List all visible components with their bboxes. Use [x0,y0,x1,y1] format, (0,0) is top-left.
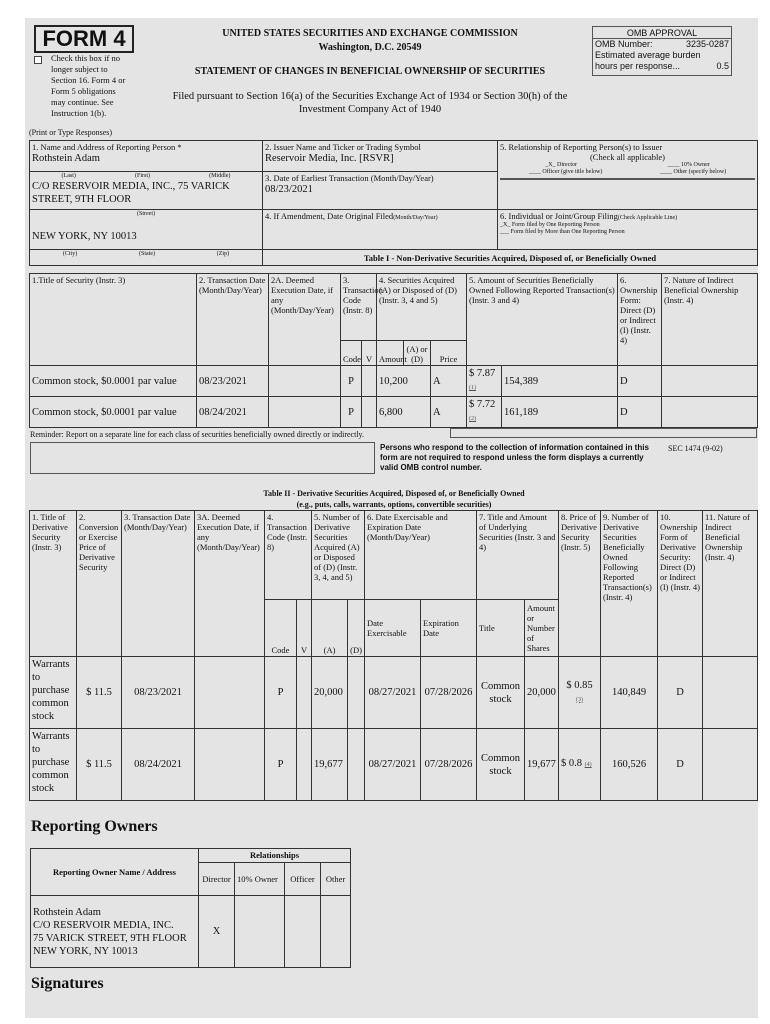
t2-date-exercisable: 08/27/2021 [365,729,421,801]
t2-underlying-amount: 20,000 [525,657,559,729]
t2-v [297,657,312,729]
t2-conversion-price: $ 11.5 [77,657,122,729]
t1-header-form: 6. Ownership Form: Direct (D) or Indirect (I) (Instr. 4) [618,274,662,366]
t2-header-underlying: 7. Title and Amount of Underlying Securities (Instr. 3 and 4) [477,511,559,600]
box2-issuer [263,141,498,172]
table-2-derivative [29,510,758,801]
t2-nature [703,729,758,801]
table-row [30,657,758,729]
sec-code: SEC 1474 (9-02) [668,444,723,453]
t2-underlying-amount: 19,677 [525,729,559,801]
last-label: (Last) [61,173,76,179]
footnote-link[interactable]: (3) [576,696,584,703]
reporting-owners-title: Reporting Owners [31,818,158,835]
t2-security-title: Warrants to purchase common stock [30,657,77,729]
t2-transaction-date: 08/23/2021 [122,657,195,729]
t1-v [362,366,377,397]
t2-sub-title: Title [477,600,525,657]
t1-header-title: 1.Title of Security (Instr. 3) [30,274,197,366]
t1-deemed-date [269,397,341,428]
table1-title: Table I - Non-Derivative Securities Acquired, Disposed of, or Beneficially Owned [263,250,758,266]
t1-header-nature: 7. Nature of Indirect Beneficial Ownership (Instr. 4) [662,274,758,366]
footnote-link[interactable]: (1) [469,385,477,391]
persons-notice: Persons who respond to the collection of information contained in this form are not required to respond unless the form displays a currently valid OMB control number. [380,443,649,472]
zip-label: (Zip) [216,251,230,257]
box3-label: 3. Date of Earliest Transaction (Month/Day/Year) [265,173,434,183]
t2-owned: 160,526 [601,729,658,801]
t2-sub-amount: Amount or Number of Shares [525,600,559,657]
t2-owned: 140,849 [601,657,658,729]
t1-header-owned: 5. Amount of Securities Beneficially Owned Following Reported Transaction(s) (Instr. 3 and 4) [467,274,618,366]
t1-code: P [341,397,362,428]
t2-header-price: 8. Price of Derivative Security (Instr. 5) [559,511,601,657]
t2-price [559,657,601,729]
t2-disposed [348,657,365,729]
city-state-zip: NEW YORK, NY 10013 [32,231,137,242]
col-other: Other [321,863,351,896]
blank-box [30,442,375,474]
footnote-link[interactable]: (2) [469,416,477,422]
reporting-info-table [29,140,758,266]
city-label: (City) [62,251,78,257]
owner-director: X [199,896,235,968]
t1-aord: A [431,366,467,397]
t1-form: D [618,397,662,428]
t1-price-value: $ 7.72 [469,399,496,410]
state-label: (State) [138,251,155,257]
owner-name-header: Reporting Owner Name / Address [31,849,199,896]
t2-underlying-title: Common stock [477,657,525,729]
t2-sub-code: Code [265,600,297,657]
t1-deemed-date [269,366,341,397]
t1-price-value: $ 7.87 [469,368,496,379]
t2-header-code: 4. Transaction Code (Instr. 8) [265,511,312,600]
t2-header-number: 5. Number of Derivative Securities Acquired (A) or Disposed of (D) (Instr. 3, 4, and 5) [312,511,365,600]
table-row [30,366,758,397]
statement-title: STATEMENT OF CHANGES IN BENEFICIAL OWNERSHIP OF SECURITIES [194,66,546,77]
t2-header-deemed: 3A. Deemed Execution Date, if any (Month/Day/Year) [195,511,265,657]
omb-hours: 0.5 [716,61,729,71]
form-title: FORM 4 [34,25,134,53]
omb-burden-label: Estimated average burden [595,50,701,60]
t1-sub-aord: (A) or (D) [404,341,431,366]
box3-date [263,172,498,210]
t1-sub-code: Code [341,341,362,366]
t2-header-title: 1. Title of Derivative Security (Instr. 3) [30,511,77,657]
t2-header-date: 3. Transaction Date (Month/Day/Year) [122,511,195,657]
t2-expiration-date: 07/28/2026 [421,657,477,729]
t1-owned: 161,189 [502,397,618,428]
street-address: C/O RESERVOIR MEDIA, INC., 75 VARICK STREET, 9TH FLOOR [32,181,230,205]
t2-acquired: 20,000 [312,657,348,729]
t1-form: D [618,366,662,397]
t2-sub-v: V [297,600,312,657]
multi-person-check: ___ Form filed by More than One Reporting Person [500,229,625,235]
t2-price-value: $ 0.85 [566,679,593,691]
agency-name: UNITED STATES SECURITIES AND EXCHANGE COMMISSION [222,28,518,39]
box2-label: 2. Issuer Name and Ticker or Trading Symbol [265,142,421,152]
t2-deemed [195,729,265,801]
t2-nature [703,657,758,729]
omb-number-label: OMB Number: [595,39,653,49]
t1-aord: A [431,397,467,428]
box1-city [30,210,263,250]
t1-transaction-date: 08/23/2021 [197,366,269,397]
t2-sub-exercisable: Date Exercisable [365,600,421,657]
col-ten-percent: 10% Owner [235,863,285,896]
t2-sub-a: (A) [312,600,348,657]
t2-price-value: $ 0.8 [561,758,583,769]
t2-header-conversion: 2. Conversion or Exercise Price of Derivative Security [77,511,122,657]
t2-code: P [265,657,297,729]
table2-title: Table II - Derivative Securities Acquired, Disposed of, or Beneficially Owned [263,489,525,498]
reporting-owners-table [30,848,351,968]
t2-header-nature: 11. Nature of Indirect Beneficial Ownership (Instr. 4) [703,511,758,657]
t2-date-exercisable: 08/27/2021 [365,657,421,729]
t1-v [362,397,377,428]
omb-hours-label: hours per response... [595,61,681,71]
t2-header-owned: 9. Number of Derivative Securities Beneficially Owned Following Reported Transaction(s) (Instr. 4) [601,511,658,657]
t1-price [467,366,502,397]
t2-form: D [658,657,703,729]
owner-address: Rothstein Adam C/O RESERVOIR MEDIA, INC. 75 VARICK STREET, 9TH FLOOR NEW YORK, NY 10013 [31,896,199,968]
owner-other [321,896,351,968]
relationships-header: Relationships [199,849,351,863]
table-row [30,397,758,428]
no-longer-subject-checkbox[interactable] [34,56,42,64]
ten-percent-check: ____ 10% Owner [667,162,710,168]
box6-sub: (Check Applicable Line) [617,215,678,221]
t2-expiration-date: 07/28/2026 [421,729,477,801]
box1-name [30,141,263,172]
box6-label: 6. Individual or Joint/Group Filing [500,211,618,221]
t2-price [559,729,601,801]
t2-code: P [265,729,297,801]
t2-underlying-title: Common stock [477,729,525,801]
one-person-check: _X_ Form filed by One Reporting Person [500,222,600,228]
owner-ten-percent [235,896,285,968]
t1-code: P [341,366,362,397]
t1-owned: 154,389 [502,366,618,397]
t2-disposed [348,729,365,801]
t1-amount: 6,800 [377,397,431,428]
box5-label: 5. Relationship of Reporting Person(s) to Issuer [500,142,663,152]
t2-conversion-price: $ 11.5 [77,729,122,801]
director-check: _X_ Director [545,162,578,168]
officer-check: ____ Officer (give title below) [528,169,603,175]
t2-sub-expiration: Expiration Date [421,600,477,657]
table-row [31,896,351,968]
reporting-person-name: Rothstein Adam [32,153,100,164]
omb-number: 3235-0287 [685,39,729,49]
t2-header-form: 10. Ownership Form of Derivative Security: Direct (D) or Indirect (I) (Instr. 4) [658,511,703,657]
t1-security-title: Common stock, $0.0001 par value [30,397,197,428]
earliest-transaction-date: 08/23/2021 [265,184,313,195]
t1-price [467,397,502,428]
owner-officer [285,896,321,968]
table2-subtitle: (e.g., puts, calls, warrants, options, convertible securities) [296,500,492,509]
box5-relationship [498,141,758,210]
t2-security-title: Warrants to purchase common stock [30,729,77,801]
t1-transaction-date: 08/24/2021 [197,397,269,428]
checkbox-label: Check this box if no longer subject to Section 16. Form 4 or Form 5 obligations may continue. See Instruction 1(b). [51,53,126,118]
t1-nature [662,366,758,397]
agency-address: Washington, D.C. 20549 [318,42,422,53]
box4-amendment [263,210,498,250]
t1-security-title: Common stock, $0.0001 par value [30,366,197,397]
print-type: (Print or Type Responses) [29,128,113,137]
t1-header-deemed: 2A. Deemed Execution Date, if any (Month/Day/Year) [269,274,341,366]
box6-filing [498,210,758,250]
t1-header-date: 2. Transaction Date (Month/Day/Year) [197,274,269,366]
footnote-link[interactable]: (4) [584,762,592,768]
reminder-box [450,428,757,438]
t2-header-exercisable: 6. Date Exercisable and Expiration Date (Month/Day/Year) [365,511,477,600]
box1-street [30,172,263,210]
middle-label: (Middle) [209,173,231,179]
t1-sub-amount: Amount [377,341,404,366]
filed-pursuant: Filed pursuant to Section 16(a) of the Securities Exchange Act of 1934 or Section 30(h) of the Investment Company Act of 1940 [172,91,568,115]
t1-header-code: 3. Transaction Code (Instr. 8) [341,274,377,341]
reminder-text: Reminder: Report on a separate line for each class of securities beneficially owned directly or indirectly. [30,430,365,439]
table-row [30,729,758,801]
box5-sub: (Check all applicable) [589,152,666,162]
t2-transaction-date: 08/24/2021 [122,729,195,801]
col-director: Director [199,863,235,896]
t1-sub-price: Price [431,341,467,366]
street-label: (Street) [137,211,155,217]
t2-v [297,729,312,801]
t2-sub-d: (D) [348,600,365,657]
first-label: (First) [134,173,150,179]
t2-form: D [658,729,703,801]
t1-amount: 10,200 [377,366,431,397]
box4-sub: (Month/Day/Year) [393,215,438,221]
other-check: ____ Other (specify below) [660,169,727,175]
col-officer: Officer [285,863,321,896]
city-labels [30,250,263,266]
t1-nature [662,397,758,428]
t1-header-acquired: 4. Securities Acquired (A) or Disposed of (D) (Instr. 3, 4 and 5) [377,274,467,341]
t1-sub-v: V [362,341,377,366]
box1-label: 1. Name and Address of Reporting Person * [32,142,182,152]
table-1-non-derivative [29,273,758,428]
omb-title: OMB APPROVAL [593,27,731,39]
t2-acquired: 19,677 [312,729,348,801]
omb-approval [592,26,732,76]
signatures-title: Signatures [31,975,104,992]
t2-deemed [195,657,265,729]
issuer-name: Reservoir Media, Inc. [RSVR] [265,153,394,164]
box4-label: 4. If Amendment, Date Original Filed [265,211,394,221]
